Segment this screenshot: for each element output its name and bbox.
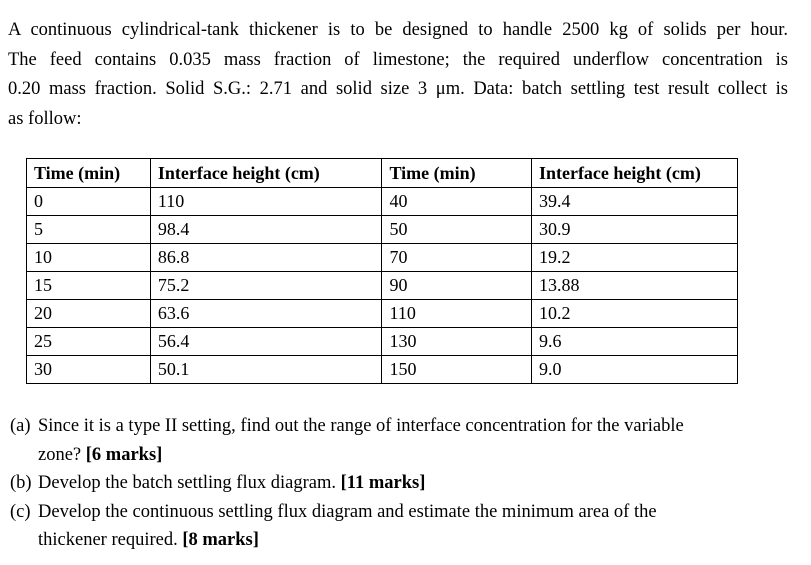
header-time-1: Time (min) [27, 159, 151, 188]
header-time-2: Time (min) [382, 159, 531, 188]
cell-time: 150 [382, 356, 531, 384]
cell-height: 63.6 [150, 300, 382, 328]
cell-time: 5 [27, 216, 151, 244]
cell-time: 0 [27, 188, 151, 216]
question-a-text-2: zone? [38, 444, 82, 465]
cell-time: 70 [382, 244, 531, 272]
question-c-continuation [10, 526, 800, 555]
cell-time: 110 [382, 300, 531, 328]
cell-time: 25 [27, 328, 151, 356]
question-b-marks: [11 marks] [340, 473, 426, 493]
cell-height: 56.4 [150, 328, 382, 356]
statement-line-1: A continuous cylindrical-tank thickener is to be designed to handle 2500 kg of solids per hour. [8, 20, 788, 40]
cell-height: 9.0 [531, 356, 737, 384]
table-row [27, 216, 738, 244]
header-height-1: Interface height (cm) [150, 159, 382, 188]
cell-height: 19.2 [531, 244, 737, 272]
question-b-label: (b) [10, 473, 32, 493]
cell-height: 9.6 [531, 328, 737, 356]
statement-line-4: as follow: [8, 108, 82, 129]
table-row [27, 356, 738, 384]
question-c-text: Develop the continuous settling flux diagram and estimate the minimum area of the [38, 501, 657, 522]
cell-time: 15 [27, 272, 151, 300]
table-row [27, 272, 738, 300]
table-row [27, 300, 738, 328]
question-c-text-2: thickener required. [38, 530, 178, 550]
cell-time: 30 [27, 356, 151, 384]
cell-time: 50 [382, 216, 531, 244]
table-row [27, 188, 738, 216]
problem-statement [8, 16, 788, 134]
cell-height: 50.1 [150, 356, 382, 384]
question-c-marks: [8 marks] [182, 530, 259, 550]
question-c [10, 498, 800, 555]
question-b-text: Develop the batch settling flux diagram. [38, 473, 336, 493]
table-row [27, 244, 738, 272]
question-a-marks: [6 marks] [85, 444, 163, 465]
cell-height: 98.4 [150, 216, 382, 244]
cell-time: 130 [382, 328, 531, 356]
statement-line-2: The feed contains 0.035 mass fraction of limestone; the required underflow concentration is [8, 49, 788, 70]
cell-time: 40 [382, 188, 531, 216]
question-list [10, 412, 800, 555]
cell-height: 30.9 [531, 216, 737, 244]
cell-height: 86.8 [150, 244, 382, 272]
cell-height: 75.2 [150, 272, 382, 300]
cell-time: 90 [382, 272, 531, 300]
table-header-row [27, 159, 738, 188]
cell-time: 20 [27, 300, 151, 328]
cell-height: 10.2 [531, 300, 737, 328]
cell-height: 13.88 [531, 272, 737, 300]
question-a-text: Since it is a type II setting, find out the range of interface concentration for the variable [38, 416, 684, 436]
table-row [27, 328, 738, 356]
cell-time: 10 [27, 244, 151, 272]
question-a [10, 412, 800, 469]
cell-height: 110 [150, 188, 382, 216]
question-c-label: (c) [10, 501, 31, 522]
header-height-2: Interface height (cm) [531, 159, 737, 188]
question-a-label: (a) [10, 416, 31, 436]
settling-test-table [26, 158, 738, 384]
question-a-continuation [10, 441, 800, 470]
question-b [10, 469, 800, 498]
cell-height: 39.4 [531, 188, 737, 216]
statement-line-3: 0.20 mass fraction. Solid S.G.: 2.71 and solid size 3 μm. Data: batch settling test result collect is [8, 79, 788, 99]
